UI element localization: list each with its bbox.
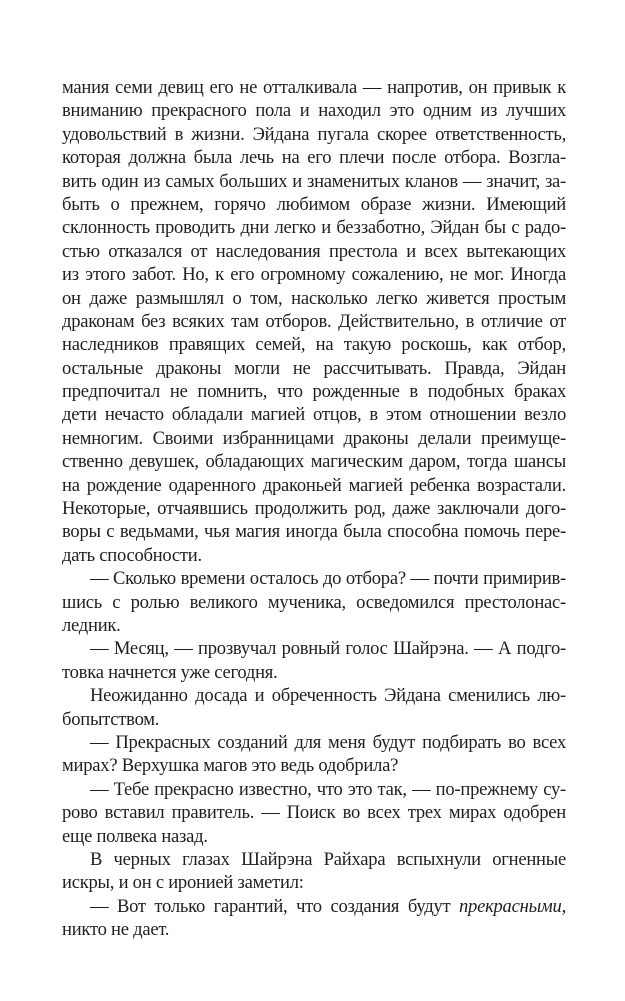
text-line: склонность проводить дни легко и беззаботно, Эйдан бы с радо- bbox=[62, 217, 566, 239]
text-line: стью отказался от наследования престола и всех вытекающих bbox=[62, 240, 566, 262]
text-line: ственно девушек, обладающих магическим даром, тогда шансы bbox=[62, 451, 566, 473]
text-line-final-1-start: — Вот только гарантий, что создания будут bbox=[90, 895, 459, 917]
text-line: бопытством. bbox=[62, 708, 160, 730]
text-line: дать способности. bbox=[62, 544, 202, 566]
text-line: наследников правящих семей, на такую роскошь, как отбор, bbox=[62, 334, 566, 356]
text-line: ледник. bbox=[62, 614, 121, 636]
text-line: — Сколько времени осталось до отбора? — почти примирив- bbox=[90, 568, 566, 590]
text-line: воры с ведьмами, чья магия иногда была способна помочь пере- bbox=[62, 521, 566, 543]
text-line: — Прекрасных созданий для меня будут подбирать во всех bbox=[90, 731, 566, 753]
text-line: он даже размышлял о том, насколько легко живется простым bbox=[62, 287, 566, 309]
text-line: еще полвека назад. bbox=[62, 825, 208, 847]
text-line: рово вставил правитель. — Поиск во всех трех мирах одобрен bbox=[62, 802, 566, 824]
text-line: на рождение одаренного драконьей магией ребенка возрастали. bbox=[62, 474, 566, 496]
text-line: немногим. Своими избранницами драконы делали преимуще- bbox=[62, 427, 566, 449]
text-line: товка начнется уже сегодня. bbox=[62, 661, 278, 683]
text-line: драконам без всяких там отборов. Действительно, в отличие от bbox=[62, 310, 566, 332]
text-line: шись с ролью великого мученика, осведомился престолонас- bbox=[62, 591, 566, 613]
text-line: удовольствий в жизни. Эйдана пугала скорее ответственность, bbox=[62, 123, 566, 145]
text-line-final-1 bbox=[62, 895, 566, 918]
text-line: В черных глазах Шайрэна Райхара вспыхнули огненные bbox=[90, 848, 566, 870]
text-line: искры, и он с иронией заметил: bbox=[62, 872, 304, 894]
text-line: предпочитал не помнить, что рожденные в подобных браках bbox=[62, 381, 566, 403]
italic-emphasis: прекрасными bbox=[458, 895, 562, 917]
text-line: мирах? Верхушка магов это ведь одобрила? bbox=[62, 755, 399, 777]
book-page-text bbox=[62, 76, 566, 941]
text-line: — Тебе прекрасно известно, что это так, — по-прежнему су- bbox=[90, 778, 566, 800]
text-line: Неожиданно досада и обреченность Эйдана сменились лю- bbox=[90, 685, 566, 707]
text-line-final-2: никто не дает. bbox=[62, 919, 170, 941]
text-line: дети нечасто обладали магией отцов, в этом отношении везло bbox=[62, 404, 566, 426]
text-line: из этого забот. Но, к его огромному сожалению, не мог. Иногда bbox=[62, 264, 566, 286]
text-line: которая должна была лечь на его плечи после отбора. Возгла- bbox=[62, 147, 566, 169]
text-line: остальные драконы могли не рассчитывать. Правда, Эйдан bbox=[62, 357, 566, 379]
text-line: вить один из самых больших и знаменитых кланов — значит, за- bbox=[62, 170, 566, 192]
text-lines bbox=[62, 76, 566, 895]
text-line: мания семи девиц его не отталкивала — напротив, он привык к bbox=[62, 77, 566, 98]
text-line: — Месяц, — прозвучал ровный голос Шайрэна. — А подго- bbox=[90, 638, 566, 660]
text-line-final-1-end: , bbox=[561, 895, 566, 917]
text-line: Некоторые, отчаявшись продолжить род, даже заключали дого- bbox=[62, 498, 566, 520]
text-line: вниманию прекрасного пола и находил это одним из лучших bbox=[62, 100, 566, 122]
text-line: быть о прежнем, горячо любимом образе жизни. Имеющий bbox=[62, 193, 566, 215]
